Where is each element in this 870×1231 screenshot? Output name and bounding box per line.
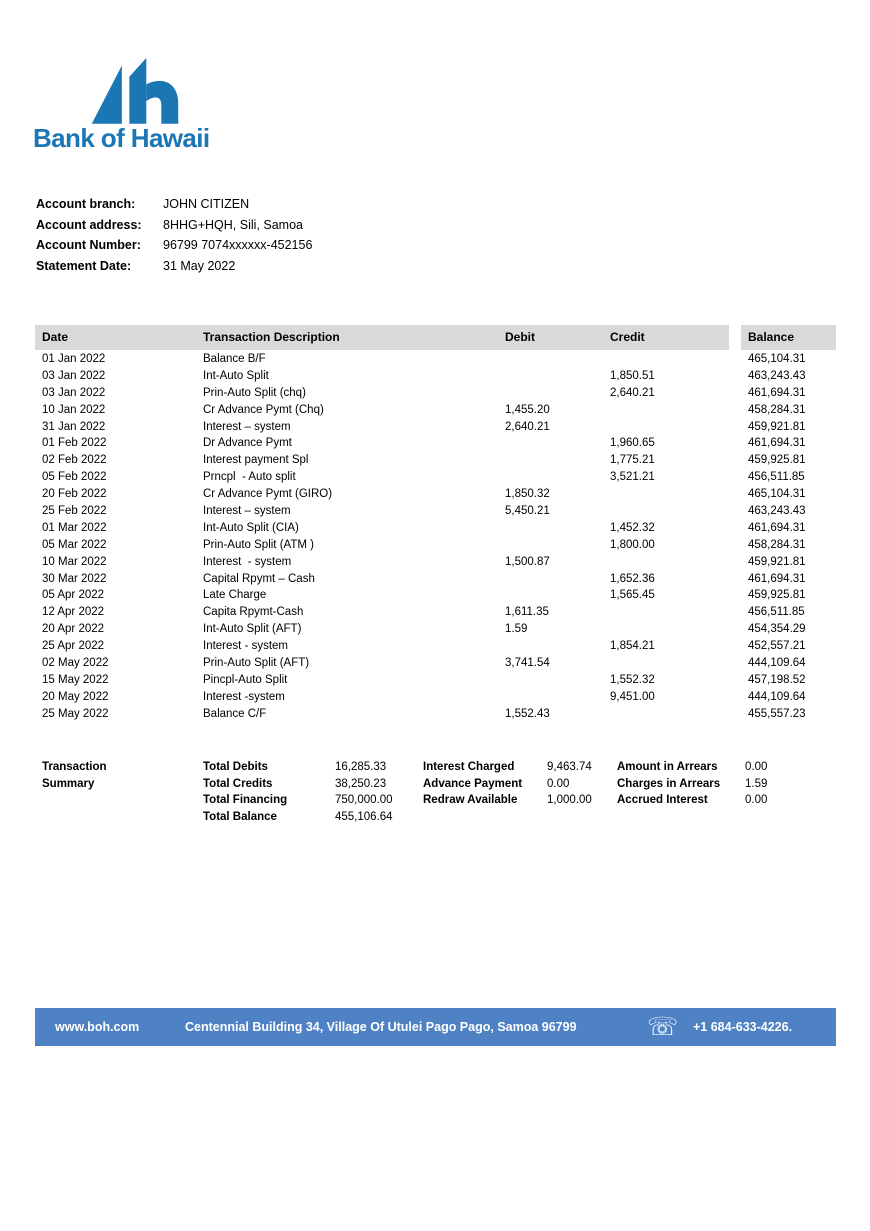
cell-debit — [505, 689, 610, 706]
cell-date: 20 Feb 2022 — [42, 488, 107, 501]
account-info-row — [36, 256, 312, 277]
table-row — [35, 385, 836, 402]
table-row — [35, 621, 836, 638]
summary-title-line2: Summary — [42, 777, 95, 790]
cell-description: Interest - system — [203, 640, 288, 653]
summary-value: 0.00 — [745, 794, 768, 807]
cell-debit — [505, 587, 610, 604]
account-info-label: Account branch: — [36, 197, 136, 211]
table-row — [35, 672, 836, 689]
cell-date: 02 Feb 2022 — [42, 454, 107, 467]
cell-credit — [610, 655, 748, 672]
cell-debit: 1,552.43 — [505, 707, 550, 720]
cell-debit — [505, 571, 610, 588]
summary-column-arrears — [617, 759, 767, 809]
cell-debit — [505, 452, 610, 469]
cell-description: Interest payment Spl — [203, 454, 309, 467]
table-row — [35, 368, 836, 385]
table-header — [35, 325, 836, 350]
table-row — [35, 587, 836, 604]
table-row — [35, 452, 836, 469]
cell-date: 03 Jan 2022 — [42, 386, 106, 399]
cell-balance: 461,694.31 — [748, 386, 806, 399]
cell-description: Capital Rpymt – Cash — [203, 572, 315, 585]
cell-balance: 454,354.29 — [748, 623, 806, 636]
summary-label: Total Debits — [203, 761, 268, 773]
table-row — [35, 537, 836, 554]
cell-debit: 3,741.54 — [505, 657, 550, 670]
table-row — [35, 554, 836, 571]
summary-row — [617, 792, 767, 809]
summary-row — [203, 809, 393, 826]
cell-balance: 461,694.31 — [748, 572, 806, 585]
cell-credit: 3,521.21 — [610, 471, 655, 484]
footer-website: www.boh.com — [55, 1020, 140, 1034]
cell-balance: 465,104.31 — [748, 488, 806, 501]
cell-description: Capita Rpymt-Cash — [203, 606, 304, 619]
cell-balance: 456,511.85 — [748, 606, 805, 619]
cell-balance: 459,925.81 — [748, 454, 806, 467]
cell-balance: 452,557.21 — [748, 640, 806, 653]
cell-debit — [505, 368, 610, 385]
bank-wordmark: Bank of Hawaii — [33, 123, 210, 153]
table-row — [35, 486, 836, 503]
cell-date: 01 Jan 2022 — [42, 353, 106, 365]
table-row — [35, 655, 836, 672]
footer-bar — [35, 1008, 836, 1046]
table-row — [35, 402, 836, 419]
cell-description: Cr Advance Pymt (Chq) — [203, 403, 324, 416]
bank-of-hawaii-logo-icon — [88, 52, 182, 126]
summary-label: Accrued Interest — [617, 794, 708, 807]
summary-label: Charges in Arrears — [617, 777, 721, 790]
cell-date: 15 May 2022 — [42, 673, 109, 686]
cell-credit: 1,652.36 — [610, 572, 655, 585]
cell-description: Late Charge — [203, 589, 267, 602]
cell-credit — [610, 351, 748, 368]
cell-date: 20 Apr 2022 — [42, 623, 105, 636]
cell-date: 25 Feb 2022 — [42, 505, 107, 518]
cell-description: Int-Auto Split — [203, 369, 269, 382]
cell-date: 31 Jan 2022 — [42, 420, 106, 433]
cell-description: Pincpl-Auto Split — [203, 673, 288, 686]
cell-description: Prin-Auto Split (ATM ) — [203, 538, 314, 551]
summary-column-interest — [423, 759, 592, 809]
cell-credit: 1,775.21 — [610, 454, 655, 467]
cell-debit — [505, 520, 610, 537]
cell-balance: 461,694.31 — [748, 521, 806, 534]
summary-row — [423, 792, 592, 809]
table-row — [35, 503, 836, 520]
summary-row — [423, 759, 592, 776]
account-info-label: Statement Date: — [36, 258, 132, 273]
account-info-label: Account address: — [36, 217, 142, 232]
cell-description: Cr Advance Pymt (GIRO) — [203, 488, 333, 501]
cell-description: Interest - system — [203, 555, 292, 568]
table-row — [35, 689, 836, 706]
cell-balance: 459,921.81 — [748, 420, 806, 433]
cell-credit — [610, 402, 748, 419]
cell-date: 02 May 2022 — [42, 657, 109, 670]
footer-phone-number: +1 684-633-4226. — [693, 1020, 793, 1034]
summary-label: Interest Charged — [423, 761, 515, 773]
table-row — [35, 351, 836, 368]
account-info-value: 31 May 2022 — [163, 258, 236, 273]
cell-balance: 444,109.64 — [748, 690, 806, 703]
column-header-balance: Balance — [748, 330, 795, 344]
summary-label: Advance Payment — [423, 777, 523, 790]
table-row — [35, 435, 836, 452]
cell-debit: 1,455.20 — [505, 403, 550, 416]
cell-description: Dr Advance Pymt — [203, 437, 292, 450]
table-row — [35, 469, 836, 486]
summary-label: Total Financing — [203, 794, 288, 807]
cell-date: 25 Apr 2022 — [42, 640, 105, 653]
summary-value: 0.00 — [547, 777, 570, 790]
cell-description: Balance B/F — [203, 353, 266, 365]
cell-debit — [505, 537, 610, 554]
cell-credit — [610, 621, 748, 638]
cell-debit — [505, 469, 610, 486]
summary-value: 9,463.74 — [547, 761, 592, 773]
account-info-value: 96799 7074xxxxxx-452156 — [163, 238, 313, 252]
transaction-rows — [35, 351, 836, 723]
cell-date: 01 Feb 2022 — [42, 437, 107, 450]
cell-balance: 458,284.31 — [748, 403, 806, 416]
cell-debit — [505, 672, 610, 689]
summary-value: 38,250.23 — [335, 777, 387, 790]
summary-label: Redraw Available — [423, 794, 518, 807]
cell-balance: 444,109.64 — [748, 657, 806, 670]
table-row — [35, 706, 836, 723]
account-info-value: JOHN CITIZEN — [163, 197, 250, 211]
cell-credit: 2,640.21 — [610, 386, 655, 399]
summary-label: Amount in Arrears — [617, 761, 718, 773]
cell-balance: 459,921.81 — [748, 555, 806, 568]
phone-icon: ☏ — [647, 1013, 679, 1041]
account-info-label: Account Number: — [36, 238, 141, 252]
cell-credit: 1,854.21 — [610, 640, 655, 653]
cell-debit: 5,450.21 — [505, 505, 550, 518]
summary-label: Total Credits — [203, 777, 273, 790]
table-row — [35, 604, 836, 621]
column-header-debit: Debit — [505, 330, 535, 344]
table-row — [35, 520, 836, 537]
summary-value: 455,106.64 — [335, 810, 393, 823]
table-row — [35, 638, 836, 655]
cell-balance: 465,104.31 — [748, 353, 806, 365]
cell-description: Interest – system — [203, 420, 291, 433]
cell-description: Interest – system — [203, 505, 291, 518]
account-info-row — [36, 194, 312, 215]
column-header-credit: Credit — [610, 330, 645, 344]
cell-debit — [505, 385, 610, 402]
account-info-value: 8HHG+HQH, Sili, Samoa — [163, 217, 303, 232]
cell-credit — [610, 419, 748, 436]
cell-description: Balance C/F — [203, 707, 267, 720]
summary-row — [423, 776, 592, 793]
cell-credit: 1,452.32 — [610, 521, 655, 534]
summary-row — [203, 759, 393, 776]
cell-balance: 457,198.52 — [748, 673, 806, 686]
summary-row — [617, 759, 767, 776]
cell-description: Prin-Auto Split (chq) — [203, 386, 306, 399]
cell-balance: 458,284.31 — [748, 538, 806, 551]
cell-balance: 461,694.31 — [748, 437, 806, 450]
cell-credit — [610, 604, 748, 621]
cell-date: 05 Mar 2022 — [42, 538, 107, 551]
summary-row — [617, 776, 767, 793]
cell-credit: 1,850.51 — [610, 369, 655, 382]
cell-credit — [610, 706, 748, 723]
cell-balance: 463,243.43 — [748, 505, 806, 518]
cell-debit: 1.59 — [505, 623, 528, 636]
cell-credit: 9,451.00 — [610, 690, 655, 703]
cell-date: 10 Jan 2022 — [42, 403, 106, 416]
cell-debit — [505, 351, 610, 368]
cell-date: 30 Mar 2022 — [42, 572, 107, 585]
summary-column-totals — [203, 759, 393, 825]
cell-debit: 1,611.35 — [505, 606, 549, 619]
cell-credit — [610, 503, 748, 520]
cell-date: 05 Apr 2022 — [42, 589, 105, 602]
cell-description: Prncpl - Auto split — [203, 471, 296, 484]
cell-credit: 1,565.45 — [610, 589, 655, 602]
cell-credit — [610, 486, 748, 503]
summary-value: 1,000.00 — [547, 794, 592, 807]
cell-date: 20 May 2022 — [42, 690, 109, 703]
cell-date: 03 Jan 2022 — [42, 369, 106, 382]
summary-row — [203, 776, 393, 793]
cell-date: 25 May 2022 — [42, 707, 109, 720]
cell-debit — [505, 638, 610, 655]
summary-title — [42, 759, 107, 792]
column-header-date: Date — [42, 330, 69, 344]
summary-title-line1: Transaction — [42, 761, 107, 773]
cell-description: Int-Auto Split (CIA) — [203, 521, 299, 534]
cell-date: 05 Feb 2022 — [42, 471, 107, 484]
cell-date: 12 Apr 2022 — [42, 606, 105, 619]
cell-balance: 459,925.81 — [748, 589, 806, 602]
account-info — [36, 194, 312, 276]
table-row — [35, 571, 836, 588]
table-row — [35, 419, 836, 436]
cell-balance: 463,243.43 — [748, 369, 806, 382]
summary-value: 1.59 — [745, 777, 768, 790]
cell-balance: 455,557.23 — [748, 707, 806, 720]
summary-value: 16,285.33 — [335, 761, 387, 773]
cell-description: Prin-Auto Split (AFT) — [203, 657, 310, 670]
summary-value: 0.00 — [745, 761, 768, 773]
footer-address: Centennial Building 34, Village Of Utulei Pago Pago, Samoa 96799 — [185, 1020, 577, 1034]
cell-debit — [505, 435, 610, 452]
summary-row — [203, 792, 393, 809]
summary-label: Total Balance — [203, 810, 277, 823]
cell-description: Int-Auto Split (AFT) — [203, 623, 302, 636]
cell-debit: 1,500.87 — [505, 555, 550, 568]
cell-debit: 1,850.32 — [505, 488, 550, 501]
cell-balance: 456,511.85 — [748, 471, 805, 484]
account-info-row — [36, 235, 312, 256]
cell-date: 10 Mar 2022 — [42, 555, 107, 568]
cell-credit — [610, 554, 748, 571]
cell-date: 01 Mar 2022 — [42, 521, 107, 534]
cell-credit: 1,552.32 — [610, 673, 655, 686]
cell-credit: 1,800.00 — [610, 538, 655, 551]
cell-credit: 1,960.65 — [610, 437, 655, 450]
column-header-description: Transaction Description — [203, 330, 340, 344]
summary-value: 750,000.00 — [335, 794, 393, 807]
cell-debit: 2,640.21 — [505, 420, 550, 433]
cell-description: Interest -system — [203, 690, 285, 703]
account-info-row — [36, 215, 312, 236]
